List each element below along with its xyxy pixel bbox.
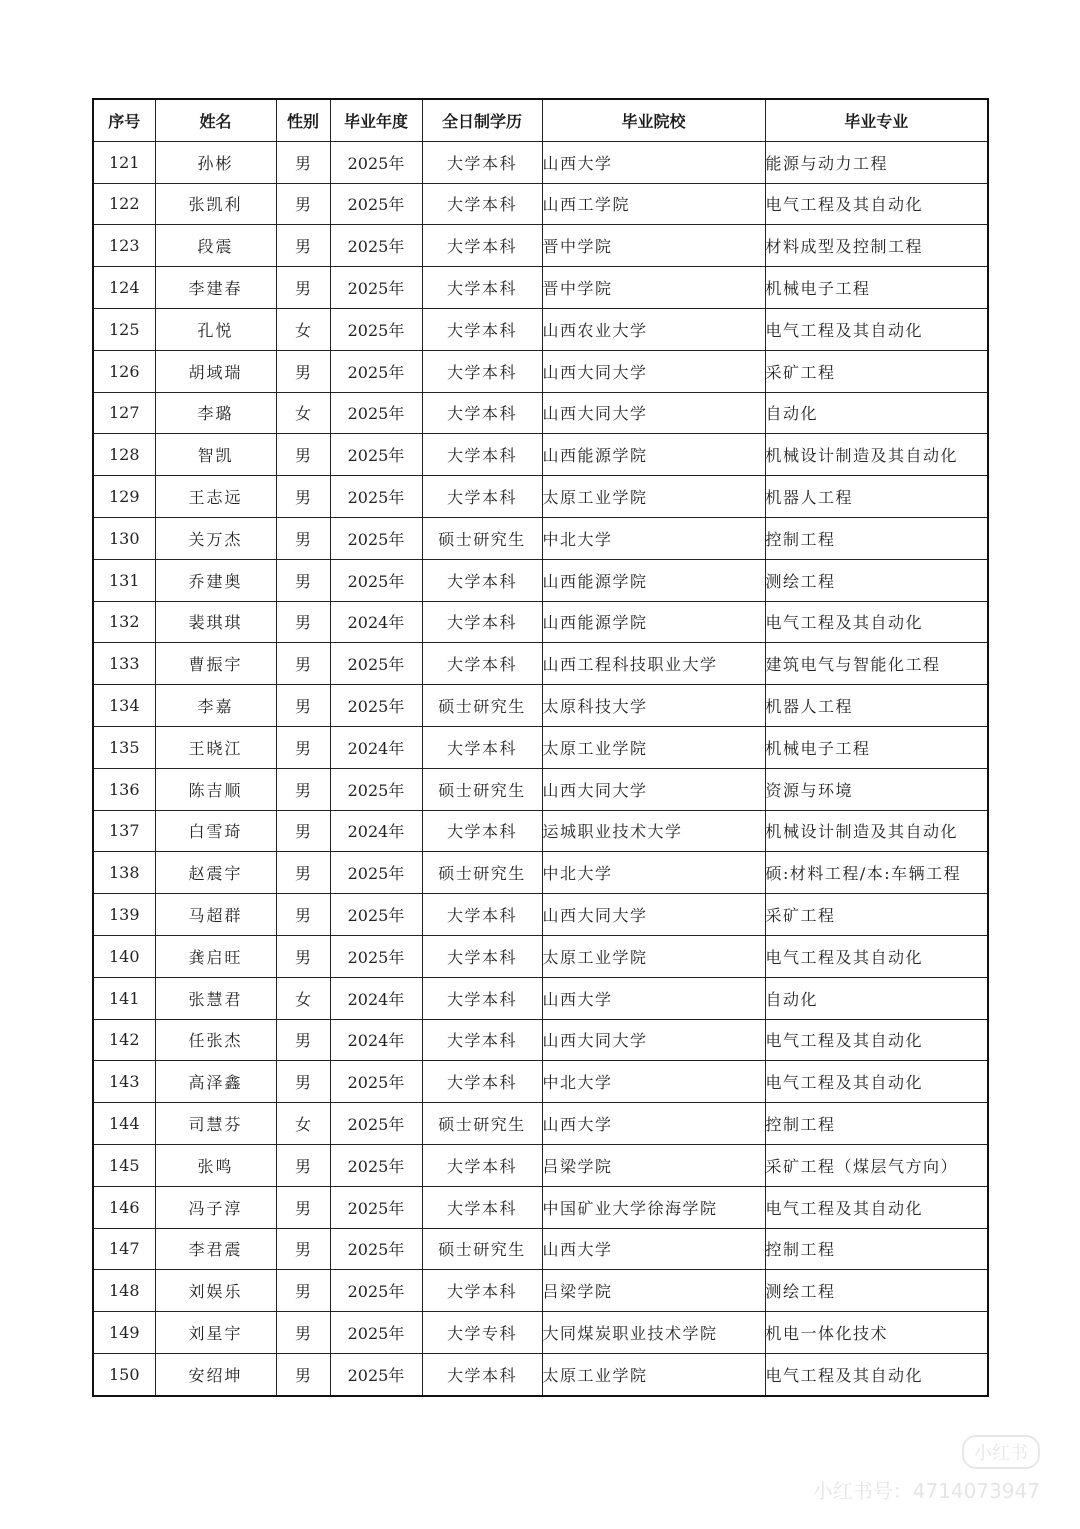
cell-index: 134 xyxy=(93,685,155,727)
cell-grad-year: 2025年 xyxy=(330,392,422,434)
cell-grad-year: 2025年 xyxy=(330,225,422,267)
cell-school: 大同煤炭职业技术学院 xyxy=(542,1312,765,1354)
cell-grad-year: 2025年 xyxy=(330,1144,422,1186)
cell-index: 129 xyxy=(93,476,155,518)
cell-major: 资源与环境 xyxy=(765,768,988,810)
cell-grad-year: 2025年 xyxy=(330,894,422,936)
cell-name: 赵震宇 xyxy=(155,852,276,894)
cell-school: 太原工业学院 xyxy=(542,935,765,977)
cell-name: 张鸣 xyxy=(155,1144,276,1186)
cell-major: 采矿工程（煤层气方向） xyxy=(765,1144,988,1186)
cell-major: 电气工程及其自动化 xyxy=(765,183,988,225)
cell-name: 刘娱乐 xyxy=(155,1270,276,1312)
table-row xyxy=(93,1019,988,1061)
cell-grad-year: 2025年 xyxy=(330,308,422,350)
cell-index: 146 xyxy=(93,1186,155,1228)
cell-name: 段震 xyxy=(155,225,276,267)
cell-gender: 男 xyxy=(276,852,330,894)
cell-education: 大学本科 xyxy=(422,183,542,225)
cell-school: 吕梁学院 xyxy=(542,1144,765,1186)
cell-grad-year: 2025年 xyxy=(330,267,422,309)
cell-name: 白雪琦 xyxy=(155,810,276,852)
cell-major: 电气工程及其自动化 xyxy=(765,1186,988,1228)
table-row xyxy=(93,225,988,267)
cell-name: 高泽鑫 xyxy=(155,1061,276,1103)
cell-grad-year: 2024年 xyxy=(330,1019,422,1061)
cell-education: 大学本科 xyxy=(422,1270,542,1312)
cell-index: 145 xyxy=(93,1144,155,1186)
cell-name: 孙彬 xyxy=(155,141,276,183)
cell-name: 乔建奥 xyxy=(155,559,276,601)
cell-education: 硕士研究生 xyxy=(422,852,542,894)
cell-grad-year: 2025年 xyxy=(330,559,422,601)
table-row xyxy=(93,1312,988,1354)
cell-major: 电气工程及其自动化 xyxy=(765,1061,988,1103)
cell-name: 马超群 xyxy=(155,894,276,936)
cell-name: 李嘉 xyxy=(155,685,276,727)
cell-name: 智凯 xyxy=(155,434,276,476)
cell-index: 143 xyxy=(93,1061,155,1103)
table-row xyxy=(93,894,988,936)
cell-name: 王晓江 xyxy=(155,726,276,768)
table-row xyxy=(93,1228,988,1270)
cell-major: 机械电子工程 xyxy=(765,726,988,768)
cell-education: 硕士研究生 xyxy=(422,517,542,559)
cell-index: 147 xyxy=(93,1228,155,1270)
cell-major: 测绘工程 xyxy=(765,1270,988,1312)
cell-index: 136 xyxy=(93,768,155,810)
cell-education: 大学本科 xyxy=(422,267,542,309)
table-row xyxy=(93,852,988,894)
cell-gender: 男 xyxy=(276,1144,330,1186)
cell-name: 曹振宇 xyxy=(155,643,276,685)
table-body xyxy=(93,141,988,1395)
cell-grad-year: 2025年 xyxy=(330,350,422,392)
cell-grad-year: 2025年 xyxy=(330,643,422,685)
cell-grad-year: 2025年 xyxy=(330,1061,422,1103)
cell-major: 控制工程 xyxy=(765,1228,988,1270)
cell-major: 材料成型及控制工程 xyxy=(765,225,988,267)
cell-name: 李君震 xyxy=(155,1228,276,1270)
cell-school: 运城职业技术大学 xyxy=(542,810,765,852)
cell-gender: 男 xyxy=(276,517,330,559)
table-row xyxy=(93,141,988,183)
cell-major: 机电一体化技术 xyxy=(765,1312,988,1354)
graduate-roster-table xyxy=(92,98,989,1397)
cell-gender: 男 xyxy=(276,810,330,852)
cell-index: 128 xyxy=(93,434,155,476)
cell-index: 131 xyxy=(93,559,155,601)
cell-education: 大学本科 xyxy=(422,935,542,977)
cell-index: 149 xyxy=(93,1312,155,1354)
cell-grad-year: 2025年 xyxy=(330,434,422,476)
cell-index: 148 xyxy=(93,1270,155,1312)
cell-education: 大学本科 xyxy=(422,141,542,183)
cell-name: 陈吉顺 xyxy=(155,768,276,810)
cell-school: 吕梁学院 xyxy=(542,1270,765,1312)
cell-education: 大学本科 xyxy=(422,1144,542,1186)
cell-index: 125 xyxy=(93,308,155,350)
table-row xyxy=(93,977,988,1019)
cell-name: 王志远 xyxy=(155,476,276,518)
cell-education: 硕士研究生 xyxy=(422,1228,542,1270)
table-row xyxy=(93,559,988,601)
table-row xyxy=(93,183,988,225)
cell-index: 150 xyxy=(93,1353,155,1395)
cell-education: 硕士研究生 xyxy=(422,1103,542,1145)
cell-name: 李建春 xyxy=(155,267,276,309)
cell-gender: 男 xyxy=(276,1353,330,1395)
cell-school: 太原科技大学 xyxy=(542,685,765,727)
cell-gender: 男 xyxy=(276,726,330,768)
cell-school: 山西大同大学 xyxy=(542,768,765,810)
cell-gender: 男 xyxy=(276,1228,330,1270)
header-cell-index: 序号 xyxy=(93,99,155,141)
cell-index: 139 xyxy=(93,894,155,936)
cell-gender: 男 xyxy=(276,685,330,727)
cell-school: 山西能源学院 xyxy=(542,434,765,476)
cell-grad-year: 2025年 xyxy=(330,935,422,977)
cell-gender: 男 xyxy=(276,601,330,643)
cell-index: 137 xyxy=(93,810,155,852)
cell-gender: 男 xyxy=(276,768,330,810)
cell-major: 电气工程及其自动化 xyxy=(765,935,988,977)
cell-index: 133 xyxy=(93,643,155,685)
cell-index: 124 xyxy=(93,267,155,309)
cell-grad-year: 2025年 xyxy=(330,768,422,810)
cell-school: 中北大学 xyxy=(542,1061,765,1103)
cell-major: 电气工程及其自动化 xyxy=(765,601,988,643)
cell-major: 机械设计制造及其自动化 xyxy=(765,810,988,852)
cell-education: 大学本科 xyxy=(422,810,542,852)
cell-grad-year: 2024年 xyxy=(330,810,422,852)
cell-name: 李璐 xyxy=(155,392,276,434)
cell-education: 大学本科 xyxy=(422,1353,542,1395)
cell-index: 142 xyxy=(93,1019,155,1061)
cell-gender: 男 xyxy=(276,1061,330,1103)
cell-school: 太原工业学院 xyxy=(542,726,765,768)
cell-major: 机械设计制造及其自动化 xyxy=(765,434,988,476)
cell-gender: 女 xyxy=(276,977,330,1019)
cell-gender: 男 xyxy=(276,183,330,225)
cell-gender: 男 xyxy=(276,141,330,183)
table-row xyxy=(93,768,988,810)
cell-major: 机器人工程 xyxy=(765,685,988,727)
cell-major: 测绘工程 xyxy=(765,559,988,601)
cell-gender: 男 xyxy=(276,894,330,936)
cell-school: 山西大同大学 xyxy=(542,1019,765,1061)
cell-index: 123 xyxy=(93,225,155,267)
cell-school: 山西大同大学 xyxy=(542,392,765,434)
table-row xyxy=(93,392,988,434)
cell-name: 孔悦 xyxy=(155,308,276,350)
cell-index: 127 xyxy=(93,392,155,434)
cell-gender: 女 xyxy=(276,308,330,350)
watermark-account: 小红书号：4714073947 xyxy=(812,1479,1040,1503)
table-row xyxy=(93,1270,988,1312)
cell-school: 太原工业学院 xyxy=(542,1353,765,1395)
cell-gender: 男 xyxy=(276,350,330,392)
cell-name: 关万杰 xyxy=(155,517,276,559)
cell-index: 126 xyxy=(93,350,155,392)
cell-grad-year: 2025年 xyxy=(330,517,422,559)
cell-education: 大学本科 xyxy=(422,434,542,476)
cell-major: 建筑电气与智能化工程 xyxy=(765,643,988,685)
cell-name: 刘星宇 xyxy=(155,1312,276,1354)
watermark-logo: 小红书 xyxy=(962,1435,1040,1469)
cell-grad-year: 2025年 xyxy=(330,1353,422,1395)
cell-name: 司慧芬 xyxy=(155,1103,276,1145)
cell-school: 中北大学 xyxy=(542,517,765,559)
cell-school: 山西能源学院 xyxy=(542,559,765,601)
cell-education: 大学本科 xyxy=(422,1061,542,1103)
cell-education: 大学本科 xyxy=(422,977,542,1019)
cell-school: 山西能源学院 xyxy=(542,601,765,643)
header-cell-name: 姓名 xyxy=(155,99,276,141)
cell-school: 晋中学院 xyxy=(542,225,765,267)
cell-major: 控制工程 xyxy=(765,517,988,559)
cell-education: 硕士研究生 xyxy=(422,768,542,810)
cell-grad-year: 2025年 xyxy=(330,1270,422,1312)
table-row xyxy=(93,1103,988,1145)
cell-index: 130 xyxy=(93,517,155,559)
cell-gender: 男 xyxy=(276,1270,330,1312)
cell-name: 安绍坤 xyxy=(155,1353,276,1395)
cell-education: 大学本科 xyxy=(422,601,542,643)
cell-index: 144 xyxy=(93,1103,155,1145)
cell-index: 122 xyxy=(93,183,155,225)
cell-index: 121 xyxy=(93,141,155,183)
cell-school: 山西大学 xyxy=(542,1228,765,1270)
cell-gender: 女 xyxy=(276,1103,330,1145)
cell-grad-year: 2024年 xyxy=(330,726,422,768)
cell-school: 山西大学 xyxy=(542,141,765,183)
cell-name: 张凯利 xyxy=(155,183,276,225)
cell-school: 晋中学院 xyxy=(542,267,765,309)
table-row xyxy=(93,643,988,685)
table-header xyxy=(93,99,988,141)
header-row xyxy=(93,99,988,141)
cell-gender: 男 xyxy=(276,1312,330,1354)
header-cell-gender: 性别 xyxy=(276,99,330,141)
cell-major: 采矿工程 xyxy=(765,894,988,936)
table-row xyxy=(93,601,988,643)
cell-school: 太原工业学院 xyxy=(542,476,765,518)
cell-major: 自动化 xyxy=(765,977,988,1019)
cell-education: 大学本科 xyxy=(422,726,542,768)
cell-grad-year: 2024年 xyxy=(330,977,422,1019)
cell-major: 能源与动力工程 xyxy=(765,141,988,183)
cell-gender: 男 xyxy=(276,1019,330,1061)
cell-school: 山西大同大学 xyxy=(542,894,765,936)
header-cell-major: 毕业专业 xyxy=(765,99,988,141)
cell-education: 大学专科 xyxy=(422,1312,542,1354)
cell-major: 电气工程及其自动化 xyxy=(765,1019,988,1061)
cell-name: 任张杰 xyxy=(155,1019,276,1061)
cell-education: 大学本科 xyxy=(422,225,542,267)
cell-education: 大学本科 xyxy=(422,1019,542,1061)
cell-school: 山西大同大学 xyxy=(542,350,765,392)
cell-school: 山西大学 xyxy=(542,1103,765,1145)
cell-school: 山西工程科技职业大学 xyxy=(542,643,765,685)
cell-education: 大学本科 xyxy=(422,894,542,936)
cell-grad-year: 2025年 xyxy=(330,1312,422,1354)
cell-gender: 男 xyxy=(276,935,330,977)
cell-grad-year: 2025年 xyxy=(330,1228,422,1270)
cell-education: 大学本科 xyxy=(422,559,542,601)
cell-education: 大学本科 xyxy=(422,350,542,392)
header-cell-grad-year: 毕业年度 xyxy=(330,99,422,141)
cell-gender: 男 xyxy=(276,225,330,267)
cell-name: 张慧君 xyxy=(155,977,276,1019)
table-row xyxy=(93,308,988,350)
table-row xyxy=(93,1353,988,1395)
cell-grad-year: 2025年 xyxy=(330,141,422,183)
cell-major: 采矿工程 xyxy=(765,350,988,392)
cell-name: 冯子淳 xyxy=(155,1186,276,1228)
cell-grad-year: 2025年 xyxy=(330,476,422,518)
cell-name: 裴琪琪 xyxy=(155,601,276,643)
cell-index: 138 xyxy=(93,852,155,894)
cell-gender: 男 xyxy=(276,1186,330,1228)
cell-school: 山西工学院 xyxy=(542,183,765,225)
cell-education: 大学本科 xyxy=(422,643,542,685)
cell-major: 机械电子工程 xyxy=(765,267,988,309)
cell-gender: 男 xyxy=(276,643,330,685)
cell-gender: 男 xyxy=(276,476,330,518)
table-row xyxy=(93,267,988,309)
cell-gender: 男 xyxy=(276,434,330,476)
table-row xyxy=(93,685,988,727)
table-row xyxy=(93,517,988,559)
table-row xyxy=(93,810,988,852)
cell-index: 132 xyxy=(93,601,155,643)
cell-school: 山西农业大学 xyxy=(542,308,765,350)
table-row xyxy=(93,350,988,392)
cell-grad-year: 2025年 xyxy=(330,1103,422,1145)
watermark xyxy=(813,1435,1040,1504)
table-row xyxy=(93,1061,988,1103)
cell-education: 大学本科 xyxy=(422,1186,542,1228)
cell-school: 中国矿业大学徐海学院 xyxy=(542,1186,765,1228)
header-cell-education: 全日制学历 xyxy=(422,99,542,141)
table-row xyxy=(93,935,988,977)
cell-grad-year: 2024年 xyxy=(330,601,422,643)
cell-major: 硕:材料工程/本:车辆工程 xyxy=(765,852,988,894)
cell-grad-year: 2025年 xyxy=(330,1186,422,1228)
cell-name: 龚启旺 xyxy=(155,935,276,977)
cell-index: 140 xyxy=(93,935,155,977)
cell-index: 135 xyxy=(93,726,155,768)
cell-grad-year: 2025年 xyxy=(330,685,422,727)
cell-name: 胡域瑞 xyxy=(155,350,276,392)
cell-education: 硕士研究生 xyxy=(422,685,542,727)
cell-school: 山西大学 xyxy=(542,977,765,1019)
cell-gender: 男 xyxy=(276,267,330,309)
cell-gender: 男 xyxy=(276,559,330,601)
table-row xyxy=(93,1144,988,1186)
cell-school: 中北大学 xyxy=(542,852,765,894)
cell-major: 机器人工程 xyxy=(765,476,988,518)
table-row xyxy=(93,726,988,768)
header-cell-school: 毕业院校 xyxy=(542,99,765,141)
cell-major: 电气工程及其自动化 xyxy=(765,1353,988,1395)
cell-grad-year: 2025年 xyxy=(330,183,422,225)
cell-major: 自动化 xyxy=(765,392,988,434)
cell-gender: 女 xyxy=(276,392,330,434)
table-row xyxy=(93,1186,988,1228)
cell-education: 大学本科 xyxy=(422,392,542,434)
table-row xyxy=(93,434,988,476)
cell-major: 控制工程 xyxy=(765,1103,988,1145)
table-row xyxy=(93,476,988,518)
cell-grad-year: 2025年 xyxy=(330,852,422,894)
cell-education: 大学本科 xyxy=(422,476,542,518)
cell-major: 电气工程及其自动化 xyxy=(765,308,988,350)
cell-education: 大学本科 xyxy=(422,308,542,350)
cell-index: 141 xyxy=(93,977,155,1019)
